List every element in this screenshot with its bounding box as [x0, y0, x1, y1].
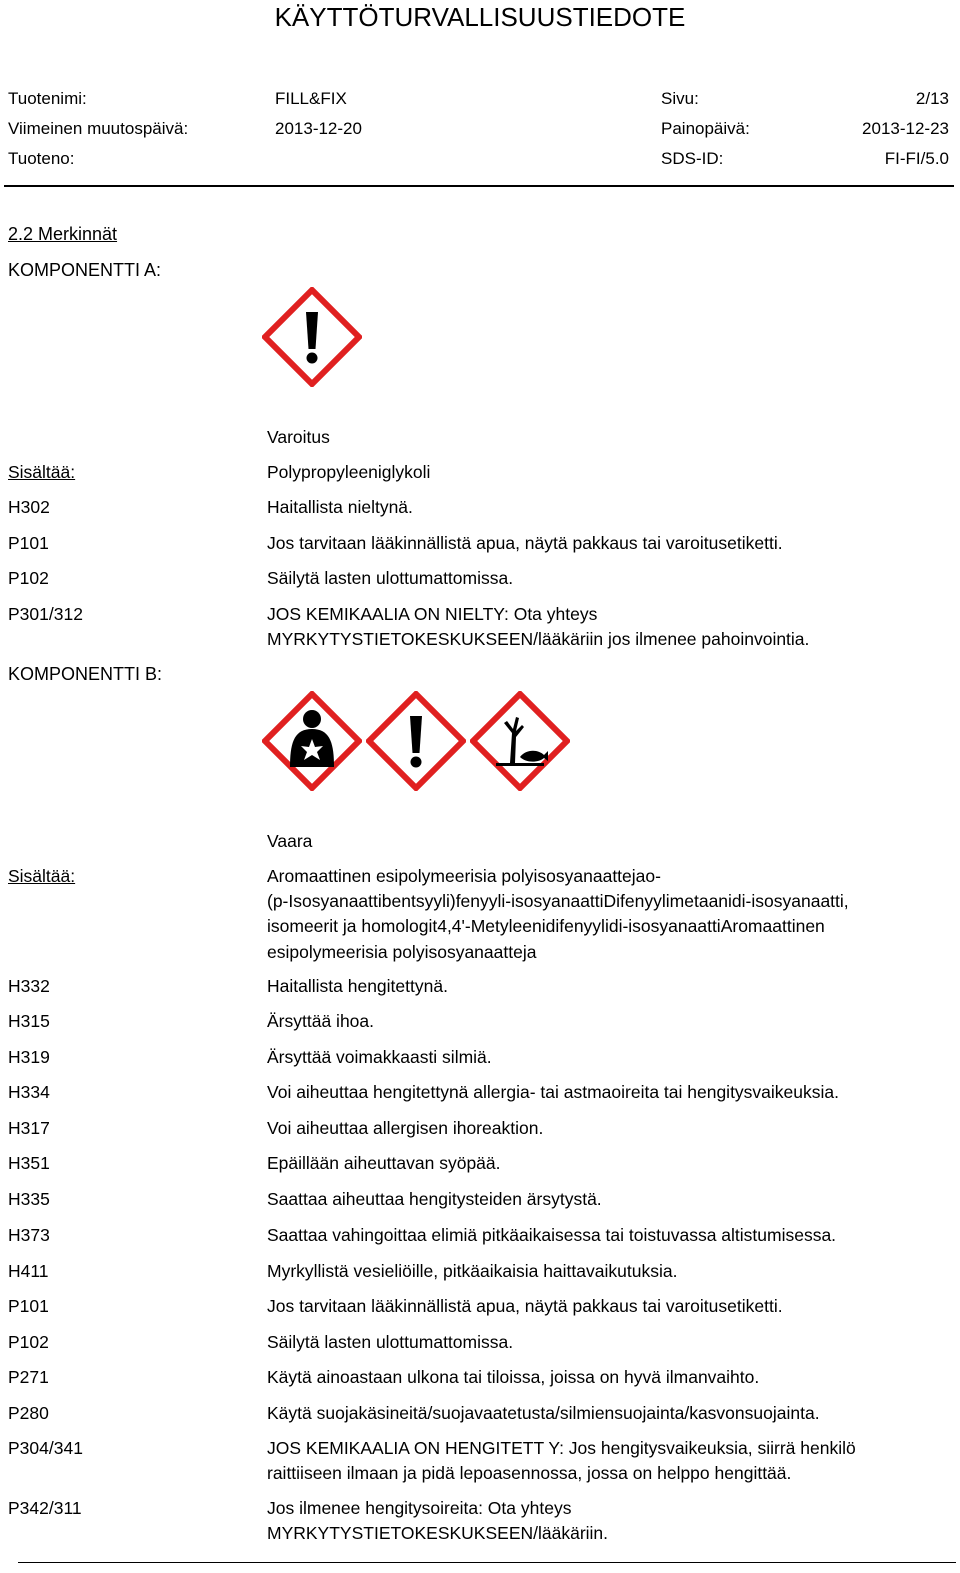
header-divider — [4, 185, 954, 187]
signal-word-a: Varoitus — [267, 427, 330, 447]
statement-text-line2: raittiiseen ilmaan ja pidä lepoasennossa, jossa on helppo hengittää. — [267, 1463, 792, 1483]
statement-code: H351 — [8, 1153, 50, 1173]
product-no-label: Tuoteno: — [8, 149, 75, 168]
statement-code: H317 — [8, 1118, 50, 1138]
statement-code: P301/312 — [8, 604, 83, 624]
statement-text: Haitallista hengitettynä. — [267, 976, 448, 996]
exclamation-mark-icon — [262, 287, 362, 387]
contains-a: Polypropyleeniglykoli — [267, 462, 431, 482]
statement-text-line2: MYRKYTYSTIETOKESKUKSEEN/lääkäriin jos ilmenee pahoinvointia. — [267, 629, 810, 649]
page-label: Sivu: — [661, 89, 699, 108]
statement-text: Haitallista nieltynä. — [267, 497, 413, 517]
statement-code: P271 — [8, 1367, 49, 1387]
statement-code: P102 — [8, 1332, 49, 1352]
statement-text: Ärsyttää voimakkaasti silmiä. — [267, 1047, 492, 1067]
product-name-label: Tuotenimi: — [8, 89, 87, 108]
product-name: FILL&FIX — [275, 89, 347, 108]
statement-code: P280 — [8, 1403, 49, 1423]
statement-code: H302 — [8, 497, 50, 517]
statement-code: P342/311 — [8, 1498, 82, 1518]
statement-text: Säilytä lasten ulottumattomissa. — [267, 568, 514, 588]
contains-b-line: isomeerit ja homologit4,4'-Metyleenidifenyylidi-isosyanaattiAromaattinen — [267, 916, 825, 936]
health-hazard-icon — [262, 691, 362, 791]
contains-b-line: Aromaattinen esipolymeerisia polyisosyanaattejao- — [267, 866, 661, 886]
print-label: Painopäivä: — [661, 119, 750, 138]
contains-label-a: Sisältää: — [8, 462, 76, 482]
statement-code: P101 — [8, 533, 49, 553]
contains-b-line: (p-Isosyanaattibentsyyli)fenyyli-isosyanaattiDifenyylimetaanidi-isosyanaatti, — [267, 891, 849, 911]
statement-text-line1: Jos ilmenee hengitysoireita: Ota yhteys — [267, 1498, 572, 1518]
statement-text: Myrkyllistä vesieliöille, pitkäaikaisia haittavaikutuksia. — [267, 1261, 678, 1281]
contains-label-b: Sisältää: — [8, 866, 76, 886]
document-title: KÄYTTÖTURVALLISUUSTIEDOTE — [274, 2, 686, 32]
page-number: 2/13 — [915, 89, 949, 108]
modified-date: 2013-12-20 — [275, 119, 362, 138]
statement-code: P101 — [8, 1296, 49, 1316]
statement-text: Ärsyttää ihoa. — [267, 1011, 374, 1031]
component-a-heading: KOMPONENTTI A: — [8, 260, 162, 280]
statement-code: H315 — [8, 1011, 50, 1031]
statement-code: H411 — [8, 1261, 49, 1281]
statement-text: Käytä suojakäsineitä/suojavaatetusta/silmiensuojainta/kasvonsuojainta. — [267, 1403, 820, 1423]
component-b-heading: KOMPONENTTI B: — [8, 664, 163, 684]
statement-code: H332 — [8, 976, 50, 996]
print-date: 2013-12-23 — [862, 119, 949, 138]
statement-text: Säilytä lasten ulottumattomissa. — [267, 1332, 514, 1352]
statement-code: H373 — [8, 1225, 50, 1245]
statement-code: H319 — [8, 1047, 50, 1067]
statement-code: H335 — [8, 1189, 50, 1209]
statement-text: Jos tarvitaan lääkinnällistä apua, näytä pakkaus tai varoitusetiketti. — [267, 533, 783, 553]
sds-id: FI-FI/5.0 — [884, 149, 949, 168]
statement-code: P304/341 — [8, 1438, 83, 1458]
statement-text-line1: JOS KEMIKAALIA ON NIELTY: Ota yhteys — [267, 604, 598, 624]
statement-text-line2: MYRKYTYSTIETOKESKUKSEEN/lääkäriin. — [267, 1523, 609, 1543]
section-title: 2.2 Merkinnät — [8, 224, 118, 244]
environment-icon — [470, 691, 570, 791]
statement-text: Voi aiheuttaa allergisen ihoreaktion. — [267, 1118, 544, 1138]
statement-text: Epäillään aiheuttavan syöpää. — [267, 1153, 501, 1173]
statement-text: Saattaa vahingoittaa elimiä pitkäaikaisessa tai toistuvassa altistumisessa. — [267, 1225, 837, 1245]
statement-text: Voi aiheuttaa hengitettynä allergia- tai astmaoireita tai hengitysvaikeuksia. — [267, 1082, 840, 1102]
statement-code: P102 — [8, 568, 49, 588]
statement-text-line1: JOS KEMIKAALIA ON HENGITETT Y: Jos hengitysvaikeuksia, siirrä henkilö — [267, 1438, 856, 1458]
statement-text: Käytä ainoastaan ulkona tai tiloissa, joissa on hyvä ilmanvaihto. — [267, 1367, 760, 1387]
modified-label: Viimeinen muutospäivä: — [8, 119, 189, 138]
sds-label: SDS-ID: — [661, 149, 724, 168]
signal-word-b: Vaara — [267, 831, 313, 851]
contains-b-line: esipolymeerisia polyisosyanaatteja — [267, 942, 537, 962]
exclamation-mark-icon — [366, 691, 466, 791]
statement-text: Jos tarvitaan lääkinnällistä apua, näytä pakkaus tai varoitusetiketti. — [267, 1296, 783, 1316]
statement-code: H334 — [8, 1082, 50, 1102]
footer-divider — [18, 1562, 956, 1563]
statement-text: Saattaa aiheuttaa hengitysteiden ärsytystä. — [267, 1189, 602, 1209]
